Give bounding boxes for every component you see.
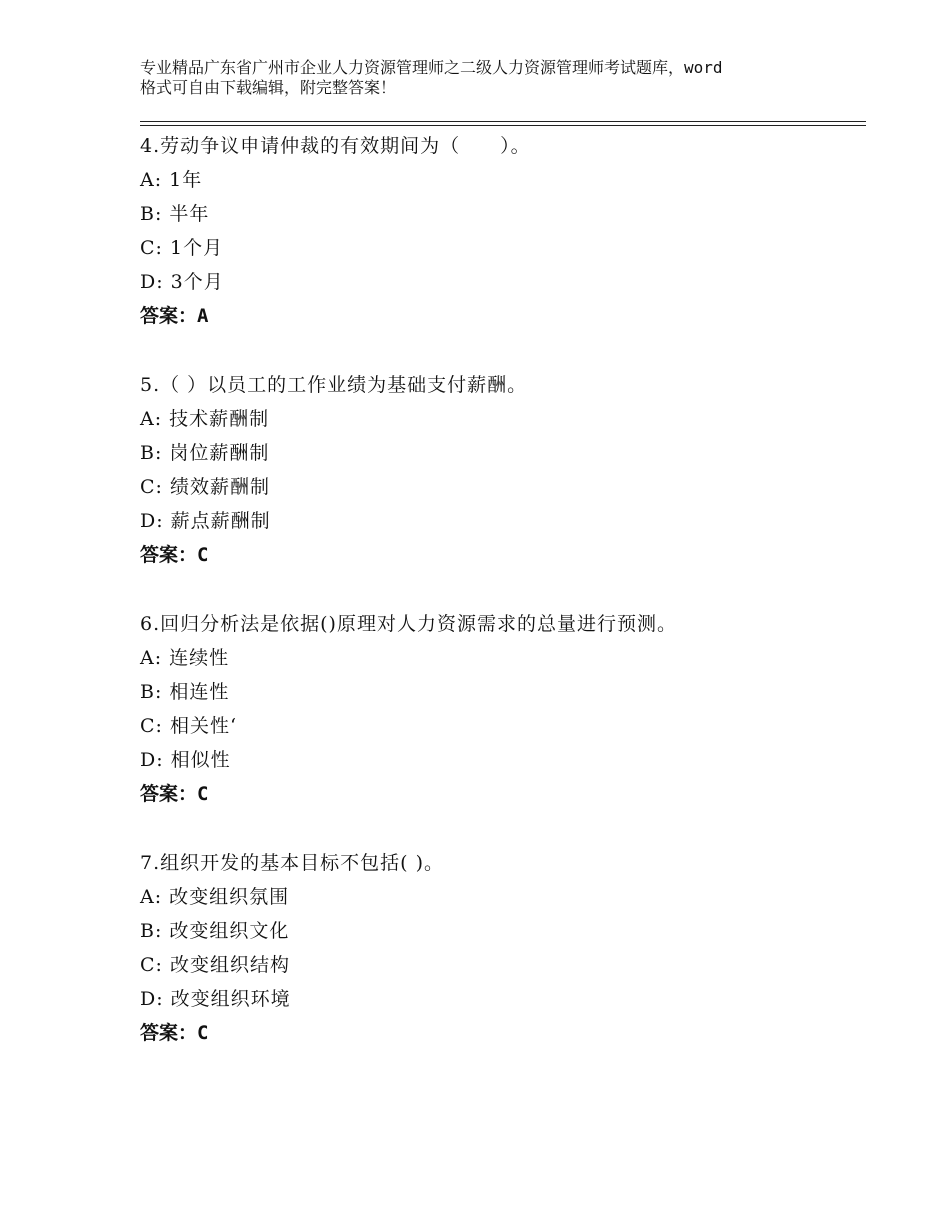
header-divider-top [140,121,866,122]
header-line-2: 格式可自由下载编辑，附完整答案！ [140,78,397,97]
question-stem: 6.回归分析法是依据()原理对人力资源需求的总量进行预测。 [140,613,677,635]
option-b: B: 半年 [140,203,210,225]
option-b: B: 改变组织文化 [140,920,290,942]
answer-label: 答案：A [140,305,209,327]
option-a: A: 连续性 [140,647,230,669]
option-a: A: 1年 [140,169,203,191]
answer-label: 答案：C [140,783,209,805]
question-list [140,129,860,1050]
option-b: B: 岗位薪酬制 [140,442,270,464]
option-b: B: 相连性 [140,681,230,703]
question-stem: 5.（ ）以员工的工作业绩为基础支付薪酬。 [140,374,528,396]
question-stem: 7.组织开发的基本目标不包括( )。 [140,852,444,874]
header-line-1: 专业精品广东省广州市企业人力资源管理师之二级人力资源管理师考试题库，word [140,58,723,77]
question-spacer [140,572,860,607]
option-d: D: 3个月 [140,271,224,293]
question-block [140,368,860,572]
option-a: A: 技术薪酬制 [140,408,270,430]
option-c: C: 改变组织结构 [140,954,290,976]
answer-label: 答案：C [140,1022,209,1044]
question-stem: 4.劳动争议申请仲裁的有效期间为（ ）。 [140,135,531,157]
option-d: D: 改变组织环境 [140,988,291,1010]
question-block [140,607,860,811]
option-c: C: 绩效薪酬制 [140,476,270,498]
option-d: D: 相似性 [140,749,231,771]
question-spacer [140,811,860,846]
option-c: C: 相关性‘ [140,715,238,737]
question-block [140,129,860,333]
option-a: A: 改变组织氛围 [140,886,290,908]
option-c: C: 1个月 [140,237,224,259]
document-header [140,58,840,98]
question-block [140,846,860,1050]
question-spacer [140,333,860,368]
option-d: D: 薪点薪酬制 [140,510,271,532]
answer-label: 答案：C [140,544,209,566]
header-divider-bottom [140,125,866,126]
